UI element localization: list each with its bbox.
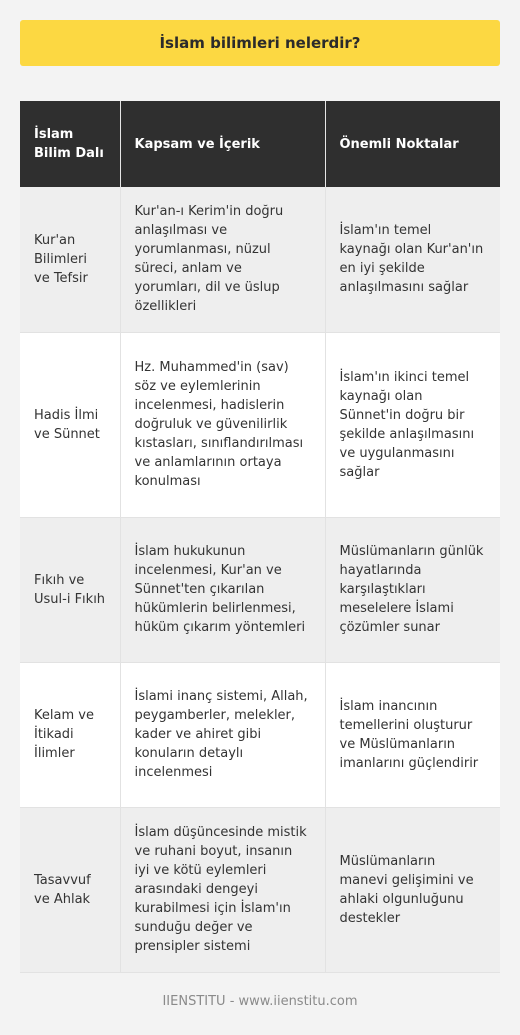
branch-cell: Kur'an Bilimleri ve Tefsir	[20, 187, 120, 332]
header-scope: Kapsam ve İçerik	[120, 101, 325, 187]
branch-cell: Fıkıh ve Usul-i Fıkıh	[20, 517, 120, 662]
scope-cell: İslami inanç sistemi, Allah, peygamberler, melekler, kader ve ahiret gibi konuların detaylı incelenmesi	[120, 662, 325, 807]
key-points-cell: Müslümanların manevi gelişimini ve ahlaki olgunluğunu destekler	[325, 807, 500, 972]
key-points-cell: Müslümanların günlük hayatlarında karşılaştıkları meselelere İslami çözümler sunar	[325, 517, 500, 662]
scope-cell: İslam düşüncesinde mistik ve ruhani boyut, insanın iyi ve kötü eylemleri arasındaki dengeyi kurabilmesi için İslam'ın sunduğu değer ve prensipler sistemi	[120, 807, 325, 972]
scope-cell: İslam hukukunun incelenmesi, Kur'an ve Sünnet'ten çıkarılan hükümlerin belirlenmesi, hüküm çıkarım yöntemleri	[120, 517, 325, 662]
header-key-points: Önemli Noktalar	[325, 101, 500, 187]
table-header-row	[20, 101, 500, 187]
sciences-table	[20, 101, 500, 973]
key-points-cell: İslam'ın temel kaynağı olan Kur'an'ın en iyi şekilde anlaşılmasını sağlar	[325, 187, 500, 332]
branch-cell: Hadis İlmi ve Sünnet	[20, 332, 120, 517]
header-branch: İslam Bilim Dalı	[20, 101, 120, 187]
scope-cell: Kur'an-ı Kerim'in doğru anlaşılması ve yorumlanması, nüzul süreci, anlam ve yorumları, dil ve üslup özellikleri	[120, 187, 325, 332]
page-title: İslam bilimleri nelerdir?	[159, 34, 361, 52]
table-row	[20, 807, 500, 972]
table-row	[20, 662, 500, 807]
table-row	[20, 187, 500, 332]
title-banner	[20, 20, 500, 66]
table-row	[20, 332, 500, 517]
footer-credit: IIENSTITU - www.iienstitu.com	[162, 994, 358, 1009]
branch-cell: Tasavvuf ve Ahlak	[20, 807, 120, 972]
key-points-cell: İslam inancının temellerini oluşturur ve Müslümanların imanlarını güçlendirir	[325, 662, 500, 807]
branch-cell: Kelam ve İtikadi İlimler	[20, 662, 120, 807]
table-row	[20, 517, 500, 662]
scope-cell: Hz. Muhammed'in (sav) söz ve eylemlerinin incelenmesi, hadislerin doğruluk ve güvenilirlik kıstasları, sınıflandırılması ve anlamlarının ortaya konulması	[120, 332, 325, 517]
key-points-cell: İslam'ın ikinci temel kaynağı olan Sünnet'in doğru bir şekilde anlaşılmasını ve uygulanmasını sağlar	[325, 332, 500, 517]
